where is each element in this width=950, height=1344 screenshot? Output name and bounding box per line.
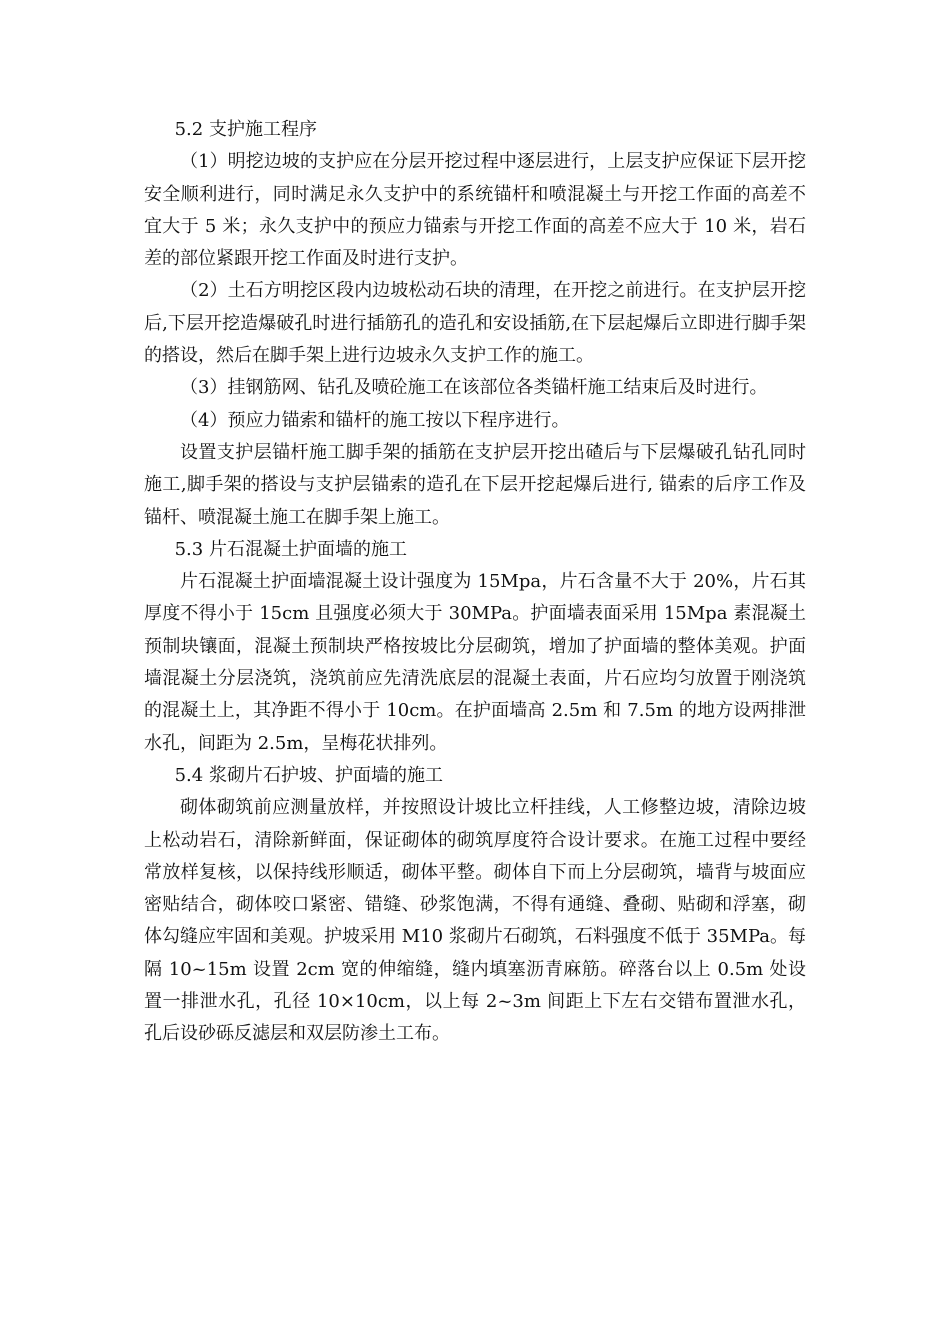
section-heading-5-4: 5.4 浆砌片石护坡、护面墙的施工	[174, 764, 443, 786]
section-heading-5-3: 5.3 片石混凝土护面墙的施工	[174, 538, 407, 560]
paragraph: （4）预应力锚索和锚杆的施工按以下程序进行。	[180, 409, 570, 431]
paragraph: （3）挂钢筋网、钻孔及喷砼施工在该部位各类锚杆施工结束后及时进行。	[180, 377, 768, 399]
section-heading-5-2: 5.2 支护施工程序	[174, 119, 317, 140]
paragraph: 设置支护层锚杆施工脚手架的插筋在支护层开挖出碴后与下层爆破孔钻孔同时施工,脚手架的搭设与支护层锚索的造孔在下层开挖起爆后进行, 锚索的后序工作及锚杆、喷混凝土施工在脚手架上施工。	[144, 441, 806, 528]
paragraph: （1）明挖边坡的支护应在分层开挖过程中逐层进行，上层支护应保证下层开挖安全顺利进行，同时满足永久支护中的系统锚杆和喷混凝土与开挖工作面的高差不宜大于 5 米；永久支护中的预应力锚索与开挖工作面的高差不应大于 10 米，岩石差的部位紧跟开挖工作面及时进行支护。	[144, 151, 806, 270]
paragraph: 砌体砌筑前应测量放样，并按照设计坡比立杆挂线，人工修整边坡，清除边坡上松动岩石，清除新鲜面，保证砌体的砌筑厚度符合设计要求。在施工过程中要经常放样复核，以保持线形顺适，砌体平整。砌体自下而上分层砌筑，墙背与坡面应密贴结合，砌体咬口紧密、错缝、砂浆饱满，不得有通缝、叠砌、贴砌和浮塞，砌体勾缝应牢固和美观。护坡采用 M10 浆砌片石砌筑，石料强度不低于 35MPa。每隔 10~15m 设置 2cm 宽的伸缩缝，缝内填塞沥青麻筋。碎落台以上 0.5m 处设置一排泄水孔，孔径 10×10cm，以上每 2~3m 间距上下左右交错布置泄水孔，孔后设砂砾反滤层和双层防渗土工布。	[144, 797, 806, 1045]
paragraph: （2）土石方明挖区段内边坡松动石块的清理，在开挖之前进行。在支护层开挖后,下层开挖造爆破孔时进行插筋孔的造孔和安设插筋,在下层起爆后立即进行脚手架的搭设，然后在脚手架上进行边坡永久支护工作的施工。	[144, 280, 806, 367]
document-page	[144, 114, 806, 1051]
paragraph: 片石混凝土护面墙混凝土设计强度为 15Mpa，片石含量不大于 20%，片石其厚度不得小于 15cm 且强度必须大于 30MPa。护面墙表面采用 15Mpa 素混凝土预制块镶面，混凝土预制块严格按坡比分层砌筑，增加了护面墙的整体美观。护面墙混凝土分层浇筑，浇筑前应先清洗底层的混凝土表面，片石应均匀放置于刚浇筑的混凝土上，其净距不得小于 10cm。在护面墙高 2.5m 和 7.5m 的地方设两排泄水孔，间距为 2.5m，呈梅花状排列。	[144, 571, 806, 754]
